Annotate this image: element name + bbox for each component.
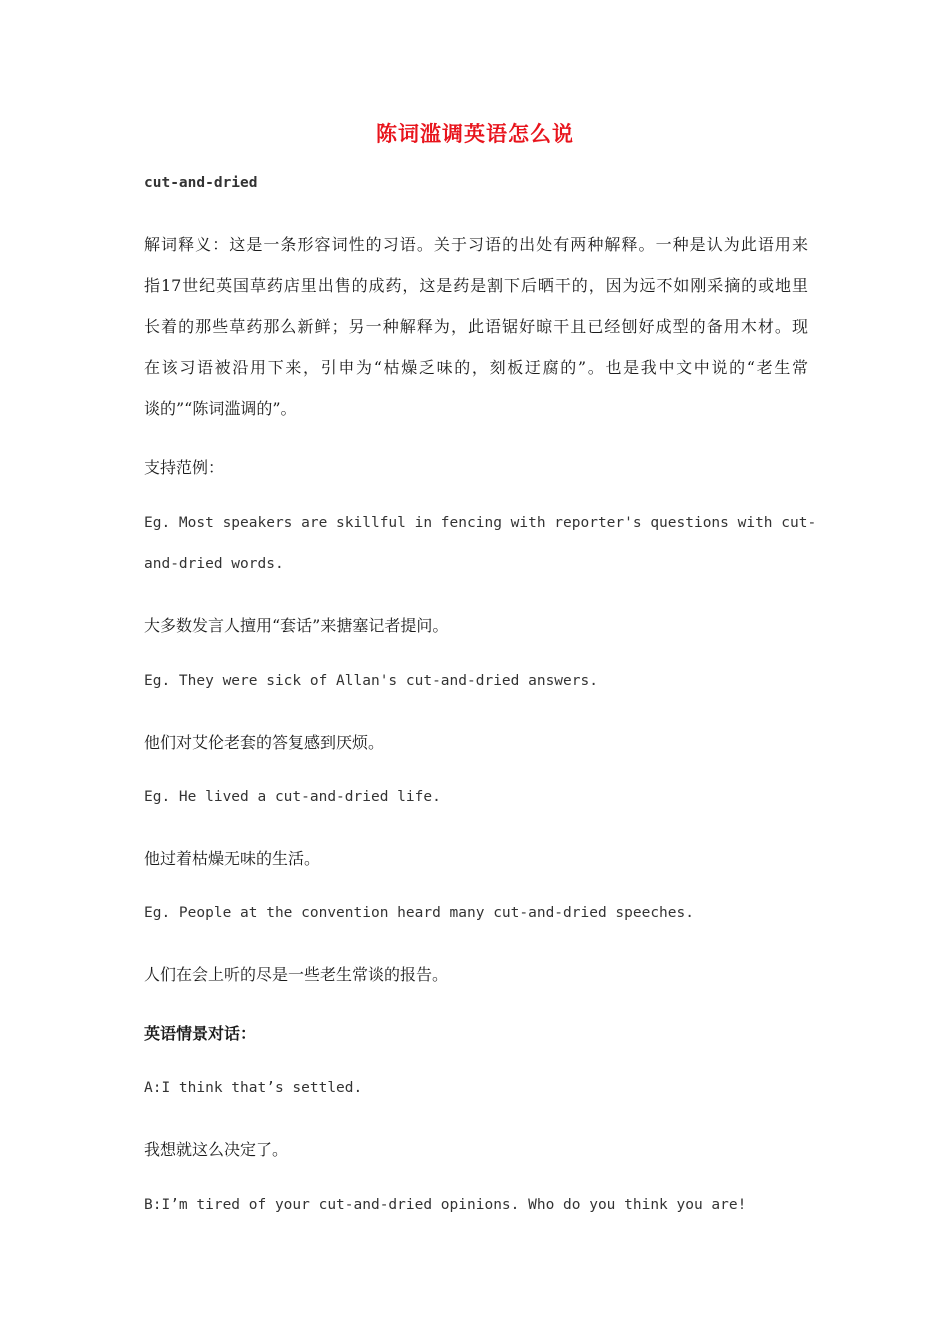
example-1-chinese: 大多数发言人擅用“套话”来搪塞记者提问。 (144, 616, 449, 635)
definition-line: 谈的”“陈词滥调的”。 (144, 399, 297, 418)
definition-line: 解词释义：这是一条形容词性的习语。关于习语的出处有两种解释。一种是认为此语用来 (144, 235, 808, 254)
example-4-chinese: 人们在会上听的尽是一些老生常谈的报告。 (144, 965, 449, 984)
definition-line: 长着的那些草药那么新鲜；另一种解释为，此语锯好晾干且已经刨好成型的备用木材。现 (144, 317, 808, 336)
examples-label: 支持范例： (144, 458, 225, 477)
dialogue-label: 英语情景对话： (144, 1024, 257, 1043)
definition-line: 在该习语被沿用下来，引申为“枯燥乏味的，刻板迂腐的”。也是我中文中说的“老生常 (144, 358, 808, 377)
example-1-english: Eg. Most speakers are skillful in fencing with reporter's questions with cut- (144, 515, 817, 531)
page-title: 陈词滥调英语怎么说 (376, 121, 574, 146)
dialogue-line-a: A:I think that’s settled. (144, 1080, 363, 1096)
dialogue-line-a-chinese: 我想就这么决定了。 (144, 1140, 289, 1159)
dialogue-line-b: B:I’m tired of your cut-and-dried opinions. Who do you think you are! (144, 1197, 747, 1213)
definition-line: 指17世纪英国草药店里出售的成药，这是药是割下后晒干的，因为远不如刚采摘的或地里 (144, 276, 808, 295)
example-2-english: Eg. They were sick of Allan's cut-and-dried answers. (144, 673, 598, 689)
example-1-english-continued: and-dried words. (144, 556, 284, 572)
example-4-english: Eg. People at the convention heard many cut-and-dried speeches. (144, 905, 694, 921)
example-2-chinese: 他们对艾伦老套的答复感到厌烦。 (144, 733, 385, 752)
idiom-heading: cut-and-dried (144, 175, 258, 191)
example-3-chinese: 他过着枯燥无味的生活。 (144, 849, 321, 868)
example-3-english: Eg. He lived a cut-and-dried life. (144, 789, 441, 805)
